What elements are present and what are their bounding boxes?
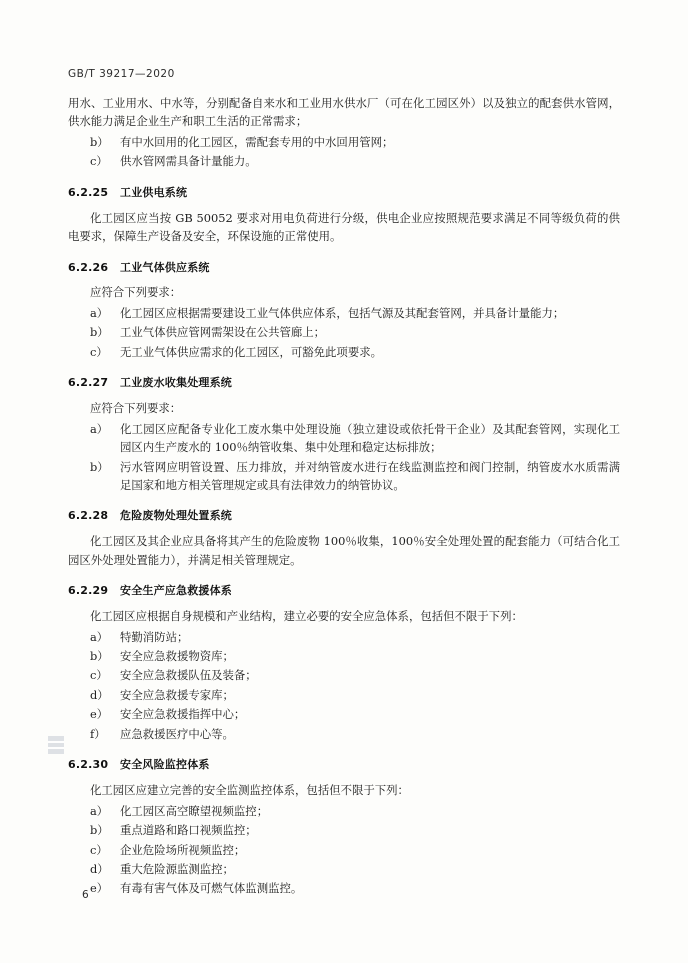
section-number: 6.2.29 — [68, 584, 109, 598]
page-edge-marker — [48, 736, 64, 754]
list-item-text: 安全应急救援专家库； — [120, 687, 234, 702]
section-list-6-2-30 — [68, 802, 620, 898]
list-marker: c） — [90, 154, 108, 169]
list-item-text: 化工园区应配备专业化工废水集中处理设施（独立建设或依托骨干企业）及其配套管网，实现化工园区内生产废水的 100％纳管收集、集中处理和稳定达标排放； — [120, 421, 620, 455]
list-item-text: 安全应急救援指挥中心； — [120, 707, 246, 722]
list-marker: b） — [90, 325, 109, 340]
list-item — [68, 133, 620, 151]
section-heading-6-2-26 — [68, 259, 620, 277]
section-title: 安全生产应急救援体系 — [120, 584, 232, 598]
list-item-text: 有中水回用的化工园区，需配套专用的中水回用管网； — [120, 134, 394, 149]
list-marker: e） — [90, 881, 109, 896]
section-heading-6-2-25 — [68, 184, 620, 202]
list-marker: a） — [90, 629, 109, 644]
list-item — [68, 686, 620, 704]
list-item — [68, 343, 620, 361]
list-item — [68, 458, 620, 495]
section-title: 工业供电系统 — [120, 185, 188, 199]
list-marker: c） — [90, 344, 108, 359]
section-paragraph: 化工园区及其企业应具备将其产生的危险废物 100％收集，100％安全处理处置的配套能力（可结合化工园区外处理处置能力），并满足相关管理规定。 — [68, 534, 620, 567]
list-marker: b） — [90, 648, 109, 663]
section-heading-6-2-29 — [68, 582, 620, 600]
section-title: 工业气体供应系统 — [120, 260, 210, 274]
list-item-text: 无工业气体供应需求的化工园区，可豁免此项要求。 — [120, 344, 382, 359]
list-item — [68, 705, 620, 723]
section-number: 6.2.26 — [68, 260, 109, 274]
section-list-6-2-27 — [68, 420, 620, 495]
page-content-area — [68, 68, 620, 899]
section-heading-6-2-30 — [68, 756, 620, 774]
section-number: 6.2.28 — [68, 509, 109, 523]
list-item-text: 化工园区应根据需要建设工业气体供应体系，包括气源及其配套管网，并具备计量能力； — [120, 305, 565, 320]
list-marker: d） — [90, 687, 109, 702]
list-item — [68, 860, 620, 878]
section-lead-in: 化工园区应根据自身规模和产业结构，建立必要的安全应急体系，包括但不限于下列： — [90, 609, 523, 624]
section-lead-in: 应符合下列要求： — [90, 285, 182, 300]
section-list-6-2-29 — [68, 628, 620, 744]
list-item-text: 有毒有害气体及可燃气体监测监控。 — [120, 881, 303, 896]
list-marker: d） — [90, 862, 109, 876]
list-item — [68, 725, 620, 743]
list-item — [68, 821, 620, 839]
section-number: 6.2.25 — [68, 185, 109, 199]
section-lead-in: 化工园区应建立完善的安全监测监控体系，包括但不限于下列： — [90, 783, 409, 798]
list-item-text: 安全应急救援队伍及装备； — [120, 668, 257, 683]
list-marker: c） — [90, 842, 108, 857]
list-item-text: 应急救援医疗中心等。 — [120, 726, 234, 741]
list-item — [68, 841, 620, 859]
list-item — [68, 666, 620, 684]
continuation-block — [68, 94, 620, 171]
list-item — [68, 628, 620, 646]
section-list-6-2-26 — [68, 304, 620, 361]
list-item — [68, 802, 620, 820]
section-lead-in: 应符合下列要求： — [90, 401, 182, 416]
list-marker: f） — [90, 726, 106, 741]
section-title: 安全风险监控体系 — [120, 758, 210, 772]
section-number: 6.2.30 — [68, 758, 109, 772]
list-item — [68, 420, 620, 457]
list-item — [68, 304, 620, 322]
continuation-list — [68, 133, 620, 171]
list-marker: a） — [90, 305, 109, 320]
list-item-text: 工业气体供应管网需架设在公共管廊上； — [120, 325, 326, 340]
list-marker: b） — [90, 459, 109, 474]
page-number: 6 — [82, 889, 89, 901]
list-marker: a） — [90, 803, 109, 818]
list-item — [68, 323, 620, 341]
list-item-text: 化工园区高空瞭望视频监控； — [120, 803, 269, 818]
section-number: 6.2.27 — [68, 376, 109, 390]
list-item-text: 重大危险源监测监控； — [120, 862, 234, 876]
section-title: 危险废物处理处置系统 — [120, 509, 232, 523]
list-marker: b） — [90, 823, 109, 838]
continuation-paragraph: 用水、工业用水、中水等，分别配备自来水和工业用水供水厂（可在化工园区外）以及独立的配套供水管网，供水能力满足企业生产和职工生活的正常需求； — [68, 96, 620, 129]
section-heading-6-2-27 — [68, 374, 620, 392]
list-item-text: 特勤消防站； — [120, 629, 189, 644]
document-body — [68, 94, 620, 898]
list-item-text: 安全应急救援物资库； — [120, 648, 234, 663]
list-item-text: 企业危险场所视频监控； — [120, 842, 246, 857]
list-marker: b） — [90, 134, 109, 149]
list-marker: e） — [90, 707, 109, 722]
list-marker: a） — [90, 421, 109, 436]
section-paragraph: 化工园区应当按 GB 50052 要求对用电负荷进行分级，供电企业应按照规范要求满足不同等级负荷的供电要求，保障生产设备及安全，环保设施的正常使用。 — [68, 210, 620, 244]
list-item — [68, 647, 620, 665]
page-header: GB/T 39217—2020 — [68, 68, 175, 80]
list-item — [68, 879, 620, 897]
list-item-text: 重点道路和路口视频监控； — [120, 823, 257, 838]
list-item — [68, 152, 620, 170]
list-item-text: 供水管网需具备计量能力。 — [120, 154, 257, 169]
section-heading-6-2-28 — [68, 507, 620, 525]
list-marker: c） — [90, 668, 108, 683]
section-title: 工业废水收集处理系统 — [120, 376, 232, 390]
list-item-text: 污水管网应明管设置、压力排放，并对纳管废水进行在线监测监控和阀门控制，纳管废水水质需满足国家和地方相关管理规定或具有法律效力的纳管协议。 — [120, 459, 620, 492]
